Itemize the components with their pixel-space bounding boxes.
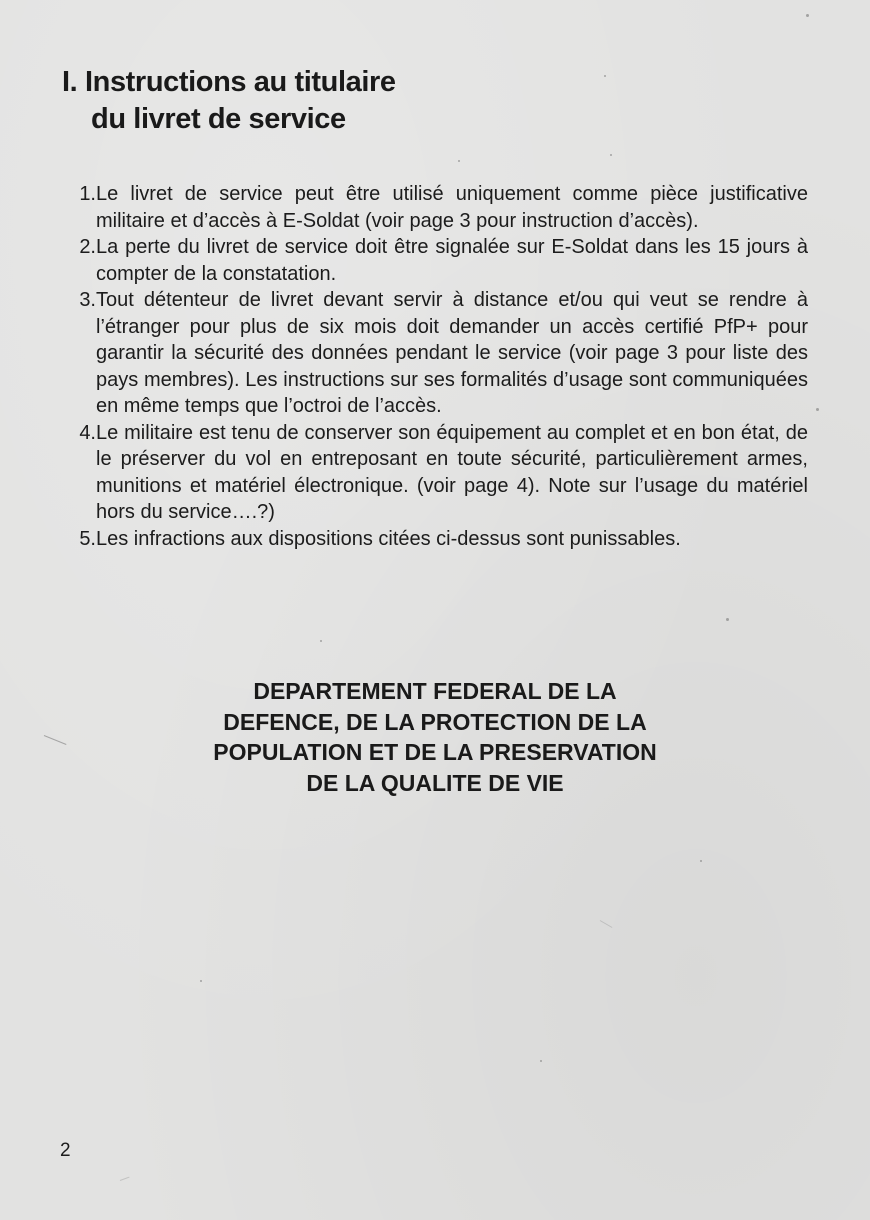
list-item-number: 1. [79, 183, 96, 205]
list-item-text: Le militaire est tenu de conserver son équipement au complet et en bon état, de le préserver du vol en entreposant en toute sécurité, particulièrement armes, munitions et matériel électronique. (voir page 4). Note sur l’usage du matériel hors du service….?) [96, 421, 808, 523]
list-item-text: Tout détenteur de livret devant servir à distance et/ou qui veut se rendre à l’étranger pour plus de six mois doit demander un accès certifié PfP+ pour garantir la sécurité des données pendant le service (voir page 3 pour liste des pays membres). Les instructions sur ses formalités d’usage sont communiquées en même temps que l’octroi de l’accès. [96, 289, 808, 417]
paper-speck [458, 160, 460, 162]
list-item-number: 4. [79, 421, 96, 444]
page-number: 2 [60, 1140, 71, 1161]
paper-speck [320, 640, 322, 642]
page-title-line-1: I. Instructions au titulaire [62, 66, 396, 98]
list-item [62, 181, 808, 234]
page-title [62, 64, 396, 138]
paper-speck [726, 618, 729, 621]
department-line-3: POPULATION ET DE LA PRESERVATION [213, 739, 657, 765]
list-item [62, 287, 808, 420]
paper-fiber [120, 1177, 130, 1181]
list-item-number: 2. [79, 236, 96, 258]
department-name [135, 676, 735, 798]
list-item-text: Les infractions aux dispositions citées ci-dessus sont punissables. [96, 527, 681, 550]
list-item [62, 234, 808, 287]
list-item-text: Le livret de service peut être utilisé uniquement comme pièce justificative militaire et d’accès à E-Soldat (voir page 3 pour instruction d’accès). [96, 183, 808, 232]
list-item [62, 420, 808, 526]
page-title-line-2: du livret de service [91, 103, 346, 135]
instructions-list [62, 181, 808, 552]
department-line-2: DEFENCE, DE LA PROTECTION DE LA [223, 708, 647, 735]
paper-speck [816, 408, 819, 411]
paper-fiber [44, 735, 67, 745]
department-line-1: DEPARTEMENT FEDERAL DE LA [253, 678, 617, 704]
paper-speck [540, 1060, 542, 1062]
paper-speck [700, 860, 702, 862]
list-item-text: La perte du livret de service doit être signalée sur E-Soldat dans les 15 jours à compter de la constatation. [96, 236, 808, 285]
paper-speck [610, 154, 612, 156]
paper-fiber [600, 920, 613, 928]
paper-speck [604, 75, 606, 77]
list-item-number: 5. [79, 527, 96, 550]
department-line-4: DE LA QUALITE DE VIE [306, 769, 564, 796]
list-item [62, 526, 808, 553]
paper-speck [200, 980, 202, 982]
paper-speck [806, 14, 809, 17]
list-item-number: 3. [79, 289, 96, 311]
